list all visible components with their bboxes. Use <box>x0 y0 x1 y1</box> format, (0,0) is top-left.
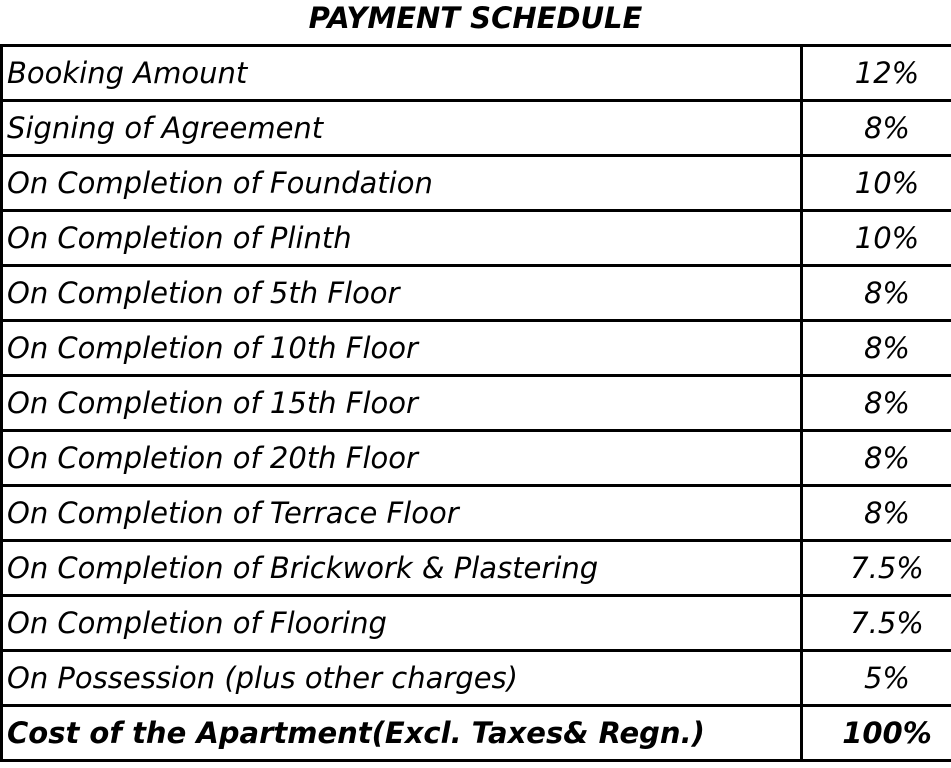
row-value: 7.5% <box>802 541 951 596</box>
row-label: On Completion of Flooring <box>2 596 802 651</box>
row-value: 8% <box>802 486 951 541</box>
table-row <box>2 266 951 321</box>
total-row <box>2 706 951 761</box>
row-label: On Completion of 20th Floor <box>2 431 802 486</box>
row-label: On Completion of 10th Floor <box>2 321 802 376</box>
row-value: 8% <box>802 431 951 486</box>
row-value: 8% <box>802 101 951 156</box>
row-value: 8% <box>802 321 951 376</box>
total-value: 100% <box>802 706 951 761</box>
table-row <box>2 596 951 651</box>
table-row <box>2 46 951 101</box>
table-row <box>2 321 951 376</box>
table-row <box>2 156 951 211</box>
row-label: On Completion of Brickwork & Plastering <box>2 541 802 596</box>
table-row <box>2 376 951 431</box>
row-label: On Possession (plus other charges) <box>2 651 802 706</box>
row-value: 7.5% <box>802 596 951 651</box>
row-label: On Completion of Plinth <box>2 211 802 266</box>
row-label: Signing of Agreement <box>2 101 802 156</box>
total-label: Cost of the Apartment(Excl. Taxes& Regn.) <box>2 706 802 761</box>
row-label: On Completion of 5th Floor <box>2 266 802 321</box>
page-title: PAYMENT SCHEDULE <box>308 1 643 35</box>
table-row <box>2 486 951 541</box>
row-value: 10% <box>802 156 951 211</box>
row-value: 8% <box>802 376 951 431</box>
row-value: 8% <box>802 266 951 321</box>
row-label: On Completion of Terrace Floor <box>2 486 802 541</box>
row-value: 5% <box>802 651 951 706</box>
row-label: Booking Amount <box>2 46 802 101</box>
table-row <box>2 651 951 706</box>
row-label: On Completion of 15th Floor <box>2 376 802 431</box>
row-value: 12% <box>802 46 951 101</box>
payment-schedule-table <box>0 44 951 762</box>
row-value: 10% <box>802 211 951 266</box>
row-label: On Completion of Foundation <box>2 156 802 211</box>
table-row <box>2 541 951 596</box>
table-row <box>2 101 951 156</box>
table-row <box>2 211 951 266</box>
table-row <box>2 431 951 486</box>
